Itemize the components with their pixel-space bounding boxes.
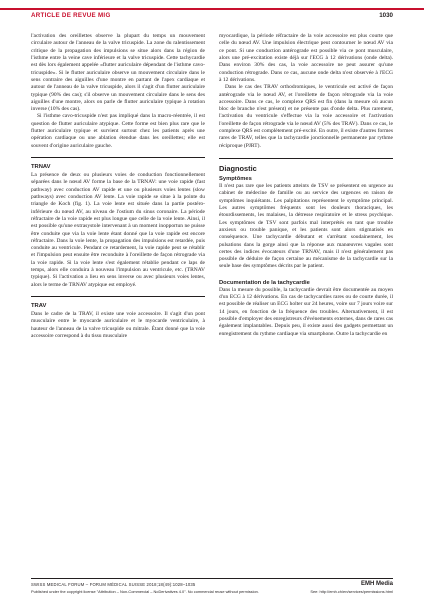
section-heading-diagnostic: Diagnostic bbox=[219, 164, 257, 173]
paragraph: Dans le cadre de la TRAV, il existe une voie accessoire. Il s'agit d'un pont musculaire entre le myocarde auriculaire et le myocarde ventriculaire, à hauteur de l'anneau de la valve tricuspide ou mitrale. Étant donné que la voie accessoire correspond à du tissu musculaire bbox=[31, 311, 205, 339]
paragraph: Si l'isthme cavo-tricuspide n'est pas impliqué dans la macro-réentrée, il est question de flutter auriculaire atypique. Cette forme est bien plus rare que le flutter auriculaire typique et survient surtout chez les patients après une opération cardiaque ou une ablation étendue dans les oreillettes; elle est souvent d'origine auriculaire gauche. bbox=[31, 113, 205, 149]
paragraph: Dans la mesure du possible, la tachycardie devrait être documentée au moyen d'un ECG à 12 dérivations. En cas de tachycardies rares ou de courte durée, il est possible de réaliser un ECG holter sur 24 heures, voire sur 7 jours voire sur 14 jours, en fonction de la fréquence des troubles. Alternativement, il est possible d'employer des enregistreurs d'événements externes, dans de rares cas également implantables. Depuis peu, il existe aussi des gadgets permettant un enregistrement du rythme cardiaque via smartphone. Outre la tachycardie en bbox=[219, 286, 393, 337]
section-divider bbox=[219, 158, 393, 159]
page-footer bbox=[0, 578, 424, 600]
section-divider bbox=[31, 296, 205, 297]
publisher-logo: EMH Media bbox=[360, 581, 393, 587]
paragraph: Dans le cas des TRAV orthodromiques, le ventricule est activé de façon antérograde via le nœud AV, et l'oreillette de façon rétrograde via la voie accessoire. Dans ce cas, le complexe QRS est fin (dans la mesure où aucun bloc de branche n'est présent) et ne présente pas d'onde delta. Plus rarement, l'activation du ventricule s'effectue via la voie accessoire et l'activation l'oreillette de façon rétrograde via le nœud AV (5% des TRAV). Dans ce cas, le complexe QRS est complètement pré-excité. En outre, il existe d'autres formes rares de TRAV, telles que la tachycardie jonctionnelle permanente par rythme réciproque (PJRT). bbox=[219, 84, 393, 149]
journal-citation: SWISS MEDICAL FORUM – FORUM MÉDICAL SUISSE 2018;18(49):1028–1035 bbox=[31, 582, 196, 587]
permissions-link[interactable]: See: http://emh.ch/en/services/permissions.html bbox=[310, 589, 393, 594]
paragraph: l'activation des oreillettes observe la plupart du temps un mouvement circulaire autour de l'anneau de la valve tricuspide. La zone du ralentissement critique de la propagation des impulsions se situe alors dans la région de l'isthme entre la veine cave inférieure et la valve tricuspide. Cette tachycardie est dès lors également appelée «flutter auriculaire dépendant de l'isthme cavo-tricuspide». Si le flutter auriculaire observe un mouvement circulaire dans le sens contraire des aiguilles d'une montre en partant de l'apex cardiaque et autour de l'anneau de la valve tricuspide, alors il s'agit d'un flutter auriculaire typique (90% des cas); s'il observe un mouvement circulaire dans le sens des aiguilles d'une montre, alors on parle de flutter auriculaire typique à rotation inverse (10% des cas). bbox=[31, 33, 205, 113]
left-column bbox=[31, 33, 205, 340]
section-heading-trav: TRAV bbox=[31, 303, 47, 309]
license-notice: Published under the copyright license "Attribution – Non-Commercial – NoDerivatives 4.0". No commercial reuse without permission. bbox=[31, 589, 259, 594]
right-column bbox=[219, 33, 393, 338]
header-rule bbox=[0, 8, 424, 10]
page-header bbox=[0, 0, 424, 22]
subsection-heading-documentation: Documentation de la tachycardie bbox=[219, 279, 310, 286]
paragraph: La présence de deux ou plusieurs voies de conduction fonctionnellement séparées dans le nœud AV forme la base de la TRNAV: une voie rapide (fast pathway) avec conduction AV rapide et une ou plusieurs voies lentes (slow pathways) avec conduction AV lente. La voie rapide se situe à la pointe du triangle de Koch (fig. 1). La voie lente est située dans la partie postéro-inférieure du nœud AV, au niveau de l'ostium du sinus coronaire. La période réfractaire de la voie rapide est plus longue que celle de la voie lente. Ainsi, il est possible qu'une extrasystole intervenant à un moment inopportun ne puisse être conduite que via la voie lente étant donné que la voie rapide est encore réfractaire. Dans la voie lente, la propagation des impulsions est retardée, puis conduite au ventricule. Pendant ce retardement, la voie rapide peut se rétablir et l'impulsion peut ensuite être reconduite à l'oreillette de façon rétrograde via la voie rapide. Si la voie lente s'est également rétablie pendant ce laps de temps, alors elle conduira à nouveau l'impulsion au ventricule, etc. (TRNAV typique). Si l'activation a lieu en sens inverse ou avec plusieurs voies lentes, alors le terme de TRNAV atypique est employé. bbox=[31, 172, 205, 288]
footer-rule bbox=[31, 578, 393, 579]
page-number: 1030 bbox=[379, 12, 393, 19]
section-divider bbox=[31, 157, 205, 158]
subsection-heading-symptoms: Symptômes bbox=[219, 176, 252, 182]
section-heading-trnav: TRNAV bbox=[31, 164, 51, 170]
paragraph: Il n'est pas rare que les patients atteints de TSV se présentent en urgence au cabinet de médecine de famille ou au service des urgences en raison de symptômes inquiétants. Les palpitations représentent le symptôme principal. Les autres symptômes fréquents sont les douleurs thoraciques, les étourdissements, les malaises, la détresse respiratoire et le stress psychique. Les symptômes de TSV sont parfois mal interprétés en tant que trouble anxieux ou trouble panique, et les patients sont alors stigmatisés en conséquence. Une tachycardie débutant et s'arrêtant soudainement, les pulsations dans la gorge ainsi que la réponse aux manœuvres vagales sont certes des indices évocateurs d'une TRNAV, mais il n'est généralement pas possible de déduire de façon certaine au mécanisme de la tachycardie sur la seule base des symptômes décrits par le patient. bbox=[219, 183, 393, 270]
paragraph: myocardique, la période réfractaire de la voie accessoire est plus courte que celle du nœud AV. Une impulsion électrique peut contourner le nœud AV via ce pont. Si une conduction antérograde est possible via ce pont musculaire, alors une pré-excitation existe déjà sur l'ECG à 12 dérivations (onde delta). Dans environ 30% des cas, la voie accessoire ne peut assurer qu'une conduction rétrograde. Dans ce cas, aucune onde delta n'est observée à l'ECG à 12 dérivations. bbox=[219, 33, 393, 83]
article-category: ARTICLE DE REVUE MIG bbox=[31, 12, 111, 19]
